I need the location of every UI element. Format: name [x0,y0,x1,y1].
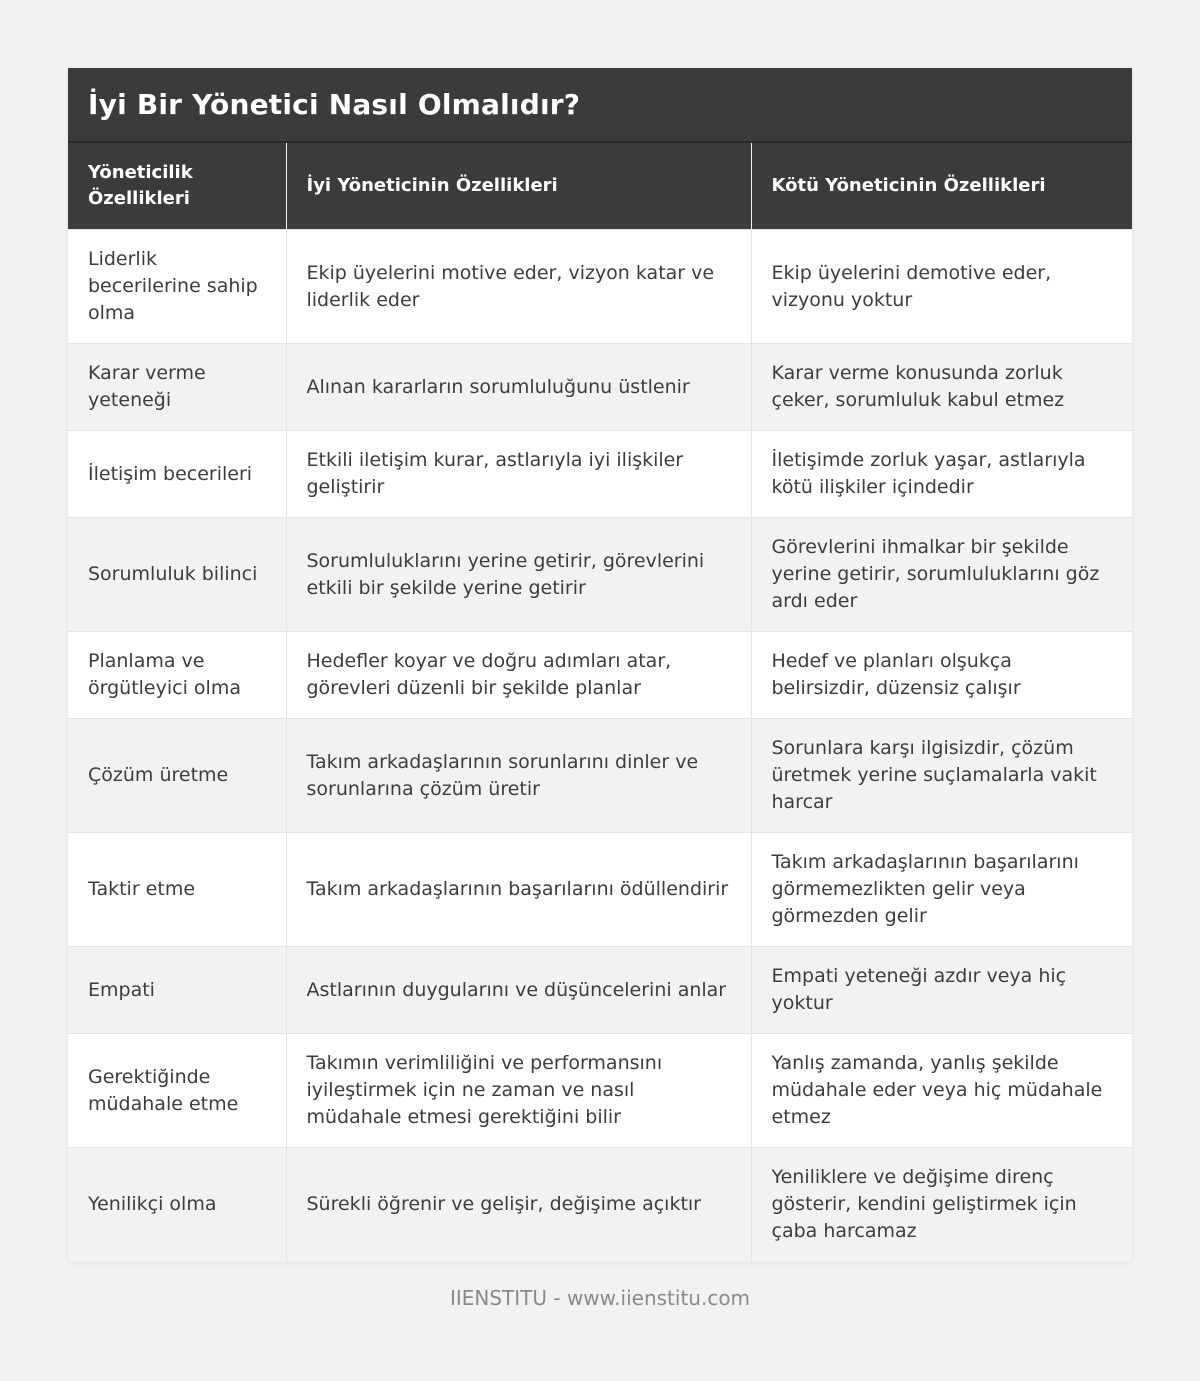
table-row [68,719,1132,833]
cell-trait: İletişim becerileri [68,431,286,518]
cell-good: Hedefler koyar ve doğru adımları atar, görevleri düzenli bir şekilde planlar [286,632,751,719]
cell-trait: Taktir etme [68,833,286,947]
cell-good: Sürekli öğrenir ve gelişir, değişime açıktır [286,1148,751,1262]
cell-bad: Ekip üyelerini demotive eder, vizyonu yoktur [751,230,1132,344]
column-header-good: İyi Yöneticinin Özellikleri [286,143,751,230]
cell-trait: Empati [68,947,286,1034]
table-row [68,833,1132,947]
cell-trait: Planlama ve örgütleyici olma [68,632,286,719]
cell-good: Ekip üyelerini motive eder, vizyon katar ve liderlik eder [286,230,751,344]
cell-bad: Yanlış zamanda, yanlış şekilde müdahale eder veya hiç müdahale etmez [751,1034,1132,1148]
cell-trait: Gerektiğinde müdahale etme [68,1034,286,1148]
table-row [68,344,1132,431]
table-row [68,518,1132,632]
table-row [68,947,1132,1034]
cell-bad: İletişimde zorluk yaşar, astlarıyla kötü ilişkiler içindedir [751,431,1132,518]
cell-good: Takım arkadaşlarının başarılarını ödüllendirir [286,833,751,947]
column-header-trait: Yöneticilik Özellikleri [68,143,286,230]
header-row [68,143,1132,230]
cell-good: Alınan kararların sorumluluğunu üstlenir [286,344,751,431]
footer-credit: IIENSTITU - www.iienstitu.com [449,1286,751,1310]
table-row [68,230,1132,344]
cell-bad: Hedef ve planları olşukça belirsizdir, düzensiz çalışır [751,632,1132,719]
cell-good: Etkili iletişim kurar, astlarıyla iyi ilişkiler geliştirir [286,431,751,518]
table-title: İyi Bir Yönetici Nasıl Olmalıdır? [88,88,581,121]
cell-trait: Liderlik becerilerine sahip olma [68,230,286,344]
cell-good: Takımın verimliliğini ve performansını iyileştirmek için ne zaman ve nasıl müdahale etmesi gerektiğini bilir [286,1034,751,1148]
table-row [68,431,1132,518]
cell-trait: Yenilikçi olma [68,1148,286,1262]
cell-trait: Çözüm üretme [68,719,286,833]
title-bar [68,68,1132,143]
cell-good: Sorumluluklarını yerine getirir, görevlerini etkili bir şekilde yerine getirir [286,518,751,632]
table-row [68,632,1132,719]
column-header-bad: Kötü Yöneticinin Özellikleri [751,143,1132,230]
cell-good: Takım arkadaşlarının sorunlarını dinler ve sorunlarına çözüm üretir [286,719,751,833]
comparison-card [68,68,1132,1262]
table-row [68,1148,1132,1262]
cell-bad: Yeniliklere ve değişime direnç gösterir, kendini geliştirmek için çaba harcamaz [751,1148,1132,1262]
cell-trait: Karar verme yeteneği [68,344,286,431]
cell-trait: Sorumluluk bilinci [68,518,286,632]
cell-bad: Karar verme konusunda zorluk çeker, sorumluluk kabul etmez [751,344,1132,431]
cell-bad: Sorunlara karşı ilgisizdir, çözüm üretmek yerine suçlamalarla vakit harcar [751,719,1132,833]
cell-good: Astlarının duygularını ve düşüncelerini anlar [286,947,751,1034]
cell-bad: Takım arkadaşlarının başarılarını görmemezlikten gelir veya görmezden gelir [751,833,1132,947]
cell-bad: Empati yeteneği azdır veya hiç yoktur [751,947,1132,1034]
table-row [68,1034,1132,1148]
comparison-table [68,143,1132,1262]
cell-bad: Görevlerini ihmalkar bir şekilde yerine getirir, sorumluluklarını göz ardı eder [751,518,1132,632]
